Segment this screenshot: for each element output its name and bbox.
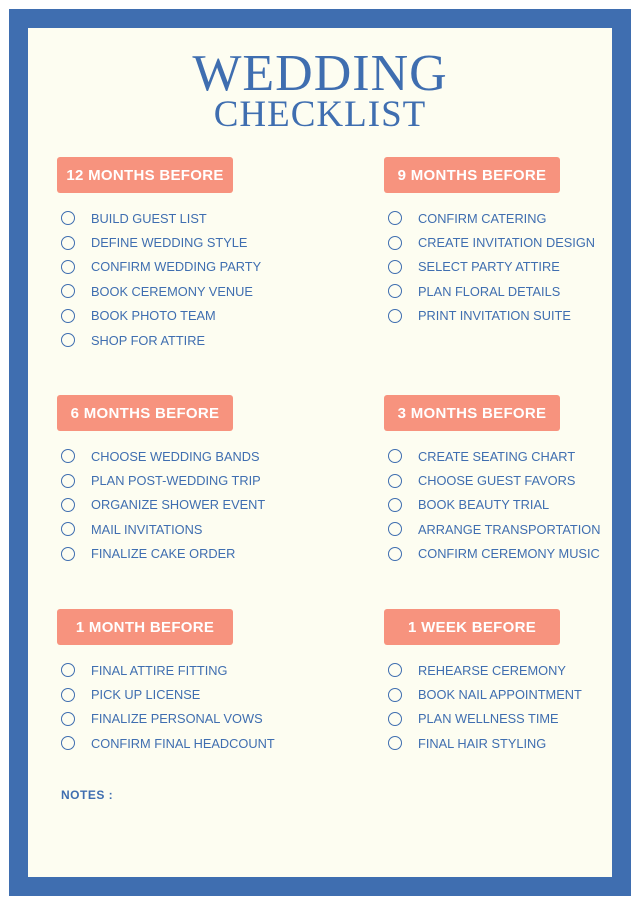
page-title: WEDDING — [192, 45, 448, 102]
checklist-item[interactable] — [384, 255, 640, 279]
item-label: BOOK BEAUTY TRIAL — [418, 497, 550, 513]
item-label: SHOP FOR ATTIRE — [91, 332, 206, 348]
section-heading: 1 WEEK BEFORE — [384, 609, 560, 645]
section-heading: 9 MONTHS BEFORE — [384, 157, 560, 193]
item-label: PLAN WELLNESS TIME — [418, 711, 559, 727]
section-3-months — [384, 395, 640, 566]
item-label: CONFIRM CATERING — [418, 210, 547, 226]
item-label: REHEARSE CEREMONY — [418, 662, 566, 678]
checkbox-circle-icon[interactable] — [61, 498, 75, 512]
checklist-item[interactable] — [57, 230, 317, 254]
item-label: CHOOSE GUEST FAVORS — [418, 473, 576, 489]
section-9-months — [384, 157, 640, 328]
checklist-item[interactable] — [384, 206, 640, 230]
item-label: PLAN FLORAL DETAILS — [418, 283, 561, 299]
item-label: FINALIZE PERSONAL VOWS — [91, 711, 263, 727]
item-label: PICK UP LICENSE — [91, 687, 201, 703]
item-label: CHOOSE WEDDING BANDS — [91, 448, 260, 464]
checkbox-circle-icon[interactable] — [388, 236, 402, 250]
section-6-months — [57, 395, 317, 566]
checkbox-circle-icon[interactable] — [61, 449, 75, 463]
item-label: FINAL HAIR STYLING — [418, 735, 547, 751]
checklist-item[interactable] — [57, 468, 317, 492]
item-label: BOOK PHOTO TEAM — [91, 308, 216, 324]
checkbox-circle-icon[interactable] — [388, 284, 402, 298]
checklist-item[interactable] — [57, 707, 317, 731]
checkbox-circle-icon[interactable] — [61, 522, 75, 536]
item-label: FINALIZE CAKE ORDER — [91, 546, 236, 562]
checklist-item[interactable] — [384, 493, 640, 517]
item-label: BUILD GUEST LIST — [91, 210, 207, 226]
section-heading: 6 MONTHS BEFORE — [57, 395, 233, 431]
checklist-item[interactable] — [57, 542, 317, 566]
item-label: ORGANIZE SHOWER EVENT — [91, 497, 266, 513]
checkbox-circle-icon[interactable] — [61, 211, 75, 225]
checklist-item[interactable] — [384, 279, 640, 303]
checklist-item[interactable] — [57, 493, 317, 517]
checkbox-circle-icon[interactable] — [388, 522, 402, 536]
checklist-item[interactable] — [384, 707, 640, 731]
checklist-item[interactable] — [384, 517, 640, 541]
item-label: CONFIRM WEDDING PARTY — [91, 259, 262, 275]
page-subtitle: CHECKLIST — [213, 94, 427, 135]
checkbox-circle-icon[interactable] — [61, 712, 75, 726]
checklist-item[interactable] — [384, 468, 640, 492]
section-12-months — [57, 157, 317, 352]
section-1-month — [57, 609, 317, 756]
checkbox-circle-icon[interactable] — [61, 284, 75, 298]
item-label: BOOK CEREMONY VENUE — [91, 283, 253, 299]
checkbox-circle-icon[interactable] — [388, 712, 402, 726]
item-label: ARRANGE TRANSPORTATION — [418, 521, 601, 537]
checkbox-circle-icon[interactable] — [61, 474, 75, 488]
checkbox-circle-icon[interactable] — [61, 260, 75, 274]
checkbox-circle-icon[interactable] — [388, 309, 402, 323]
item-label: CONFIRM FINAL HEADCOUNT — [91, 735, 275, 751]
checklist-item[interactable] — [384, 682, 640, 706]
item-label: DEFINE WEDDING STYLE — [91, 235, 248, 251]
checklist-item[interactable] — [57, 328, 317, 352]
checkbox-circle-icon[interactable] — [61, 663, 75, 677]
checkbox-circle-icon[interactable] — [388, 663, 402, 677]
notes-label: NOTES : — [61, 788, 114, 802]
checklist-item[interactable] — [57, 682, 317, 706]
checkbox-circle-icon[interactable] — [388, 736, 402, 750]
checklist-item[interactable] — [57, 731, 317, 755]
checkbox-circle-icon[interactable] — [61, 236, 75, 250]
checkbox-circle-icon[interactable] — [388, 449, 402, 463]
section-heading: 12 MONTHS BEFORE — [57, 157, 233, 193]
item-label: BOOK NAIL APPOINTMENT — [418, 687, 582, 703]
item-label: CONFIRM CEREMONY MUSIC — [418, 546, 600, 562]
checklist-item[interactable] — [384, 230, 640, 254]
checkbox-circle-icon[interactable] — [61, 333, 75, 347]
item-label: FINAL ATTIRE FITTING — [91, 662, 228, 678]
section-1-week — [384, 609, 640, 756]
checkbox-circle-icon[interactable] — [61, 547, 75, 561]
checkbox-circle-icon[interactable] — [388, 498, 402, 512]
checkbox-circle-icon[interactable] — [388, 211, 402, 225]
checkbox-circle-icon[interactable] — [388, 688, 402, 702]
checklist-item[interactable] — [384, 658, 640, 682]
checkbox-circle-icon[interactable] — [388, 260, 402, 274]
checklist-item[interactable] — [384, 731, 640, 755]
checklist-item[interactable] — [57, 444, 317, 468]
item-label: SELECT PARTY ATTIRE — [418, 259, 560, 275]
checklist-item[interactable] — [384, 304, 640, 328]
item-label: MAIL INVITATIONS — [91, 521, 203, 537]
checklist-item[interactable] — [384, 444, 640, 468]
section-heading: 3 MONTHS BEFORE — [384, 395, 560, 431]
checkbox-circle-icon[interactable] — [388, 547, 402, 561]
checkbox-circle-icon[interactable] — [61, 736, 75, 750]
item-label: CREATE INVITATION DESIGN — [418, 235, 596, 251]
checkbox-circle-icon[interactable] — [61, 688, 75, 702]
checklist-item[interactable] — [57, 658, 317, 682]
checklist-item[interactable] — [384, 542, 640, 566]
item-label: PLAN POST-WEDDING TRIP — [91, 473, 261, 489]
item-label: CREATE SEATING CHART — [418, 448, 576, 464]
checkbox-circle-icon[interactable] — [61, 309, 75, 323]
section-heading: 1 MONTH BEFORE — [57, 609, 233, 645]
checkbox-circle-icon[interactable] — [388, 474, 402, 488]
checklist-item[interactable] — [57, 255, 317, 279]
checklist-item[interactable] — [57, 279, 317, 303]
item-label: PRINT INVITATION SUITE — [418, 308, 571, 324]
checklist-item[interactable] — [57, 517, 317, 541]
checklist-item[interactable] — [57, 206, 317, 230]
checklist-item[interactable] — [57, 304, 317, 328]
